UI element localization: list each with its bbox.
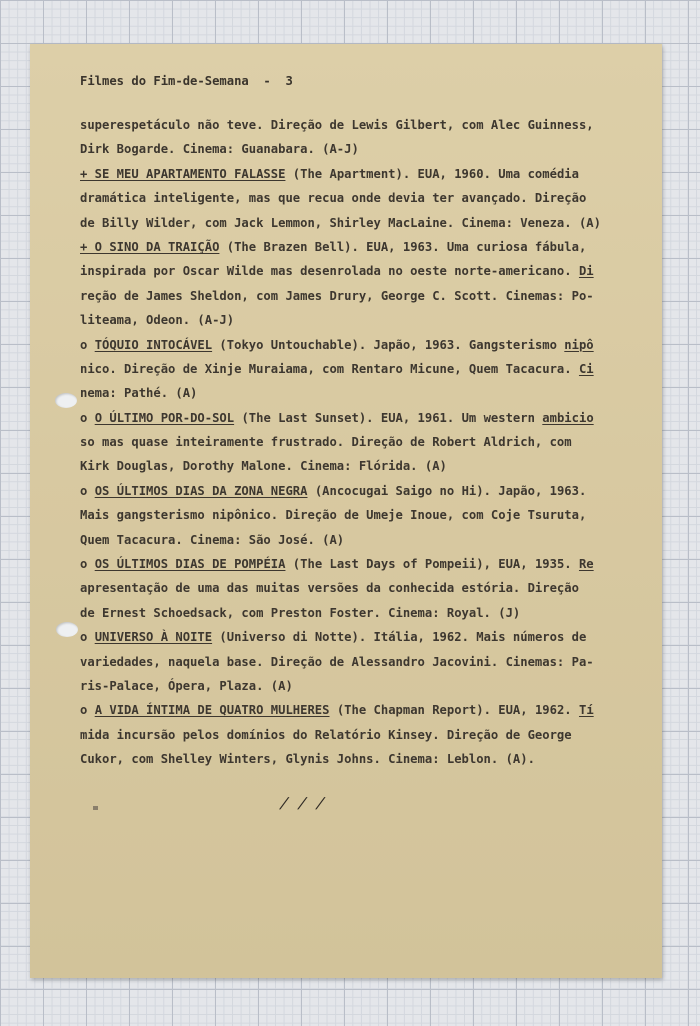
text-segment: o [80,630,95,645]
underlined-text: nipô [564,337,594,352]
text-segment: inspirada por Oscar Wilde mas desenrolada no oeste norte-americano. [80,264,579,279]
text-line [80,747,640,771]
text-segment: (The Brazen Bell). EUA, 1963. Uma curiosa fábula, [219,239,587,254]
text-segment: ris-Palace, Ópera, Plaza. (A) [80,678,293,693]
text-segment: o [80,337,95,352]
closing-slashes: / / / [277,794,328,812]
underlined-text: O ÚLTIMO POR-DO-SOL [94,410,235,425]
text-segment: (Ancocugai Saigo no Hi). Japão, 1963. [307,483,587,498]
text-segment: (Universo di Notte). Itália, 1962. Mais números de [212,630,587,645]
text-segment: (The Last Days of Pompeii), EUA, 1935. [285,557,579,572]
punch-hole-top [55,393,77,408]
text-line [80,137,640,161]
film-listing-text [80,113,640,772]
text-segment: (The Apartment). EUA, 1960. Uma comédia [285,166,579,181]
text-line [80,211,640,235]
text-segment: Dirk Bogarde. Cinema: Guanabara. (A-J) [80,142,359,157]
ink-speck [93,806,98,810]
text-segment: o [80,410,95,425]
text-segment: Mais gangsterismo nipônico. Direção de Umeje Inoue, com Coje Tsuruta, [80,508,587,523]
text-segment: liteama, Odeon. (A-J) [80,313,235,328]
text-line [80,454,640,478]
punch-hole-bottom [56,622,78,637]
text-segment: (The Last Sunset). EUA, 1961. Um western [234,410,543,425]
text-line [80,601,640,625]
text-line [80,284,640,308]
text-line [80,674,640,698]
text-line [80,162,640,186]
text-segment: mida incursão pelos domínios do Relatório Kinsey. Direção de George [80,727,572,742]
underlined-text: Re [578,557,594,572]
text-line [80,186,640,210]
text-line [80,723,640,747]
text-segment: nico. Direção de Xinje Muraiama, com Rentaro Micune, Quem Tacacura. [80,361,579,376]
underlined-text: OS ÚLTIMOS DIAS DA ZONA NEGRA [94,483,308,498]
text-line [80,430,640,454]
typewritten-page [30,44,662,978]
text-segment: Quem Tacacura. Cinema: São José. (A) [80,532,345,547]
text-segment: o [80,483,95,498]
text-line [80,479,640,503]
text-segment: so mas quase inteiramente frustrado. Direção de Robert Aldrich, com [80,435,572,450]
text-segment: Kirk Douglas, Dorothy Malone. Cinema: Flórida. (A) [80,459,447,474]
text-segment: reção de James Sheldon, com James Drury, George C. Scott. Cinemas: Po- [80,288,594,303]
underlined-text: + SE MEU APARTAMENTO FALASSE [80,166,286,181]
text-line [80,576,640,600]
text-segment: o [80,703,95,718]
text-line [80,528,640,552]
text-line [80,259,640,283]
text-segment: Cukor, com Shelley Winters, Glynis Johns. Cinema: Leblon. (A). [80,752,535,767]
text-line [80,308,640,332]
text-segment: apresentação de uma das muitas versões da conhecida estória. Direção [80,581,579,596]
underlined-text: Ci [578,361,594,376]
text-line [80,357,640,381]
text-line [80,625,640,649]
text-line [80,235,640,259]
text-segment: (Tokyo Untouchable). Japão, 1963. Gangsterismo [212,337,565,352]
underlined-text: Tí [578,703,594,718]
underlined-text: TÓQUIO INTOCÁVEL [94,337,213,352]
underlined-text: UNIVERSO À NOITE [94,630,213,645]
text-line [80,552,640,576]
text-line [80,406,640,430]
text-line [80,698,640,722]
text-segment: nema: Pathé. (A) [80,386,198,401]
underlined-text: ambicio [542,410,594,425]
underlined-text: + O SINO DA TRAIÇÃO [80,239,220,254]
underlined-text: A VIDA ÍNTIMA DE QUATRO MULHERES [94,703,330,718]
underlined-text: OS ÚLTIMOS DIAS DE POMPÉIA [94,557,286,572]
text-line [80,381,640,405]
text-segment: de Ernest Schoedsack, com Preston Foster. Cinema: Royal. (J) [80,605,521,620]
text-segment: o [80,557,95,572]
text-line [80,113,640,137]
text-line [80,333,640,357]
text-segment: dramática inteligente, mas que recua onde devia ter avançado. Direção [80,191,587,206]
text-segment: de Billy Wilder, com Jack Lemmon, Shirley MacLaine. Cinema: Veneza. (A) [80,215,601,230]
text-line [80,503,640,527]
page-header: Filmes do Fim-de-Semana - 3 [80,74,293,88]
text-segment: (The Chapman Report). EUA, 1962. [329,703,579,718]
underlined-text: Di [578,264,594,279]
text-line [80,650,640,674]
text-segment: superespetáculo não teve. Direção de Lewis Gilbert, com Alec Guinness, [80,118,594,132]
text-segment: variedades, naquela base. Direção de Alessandro Jacovini. Cinemas: Pa- [80,654,594,669]
